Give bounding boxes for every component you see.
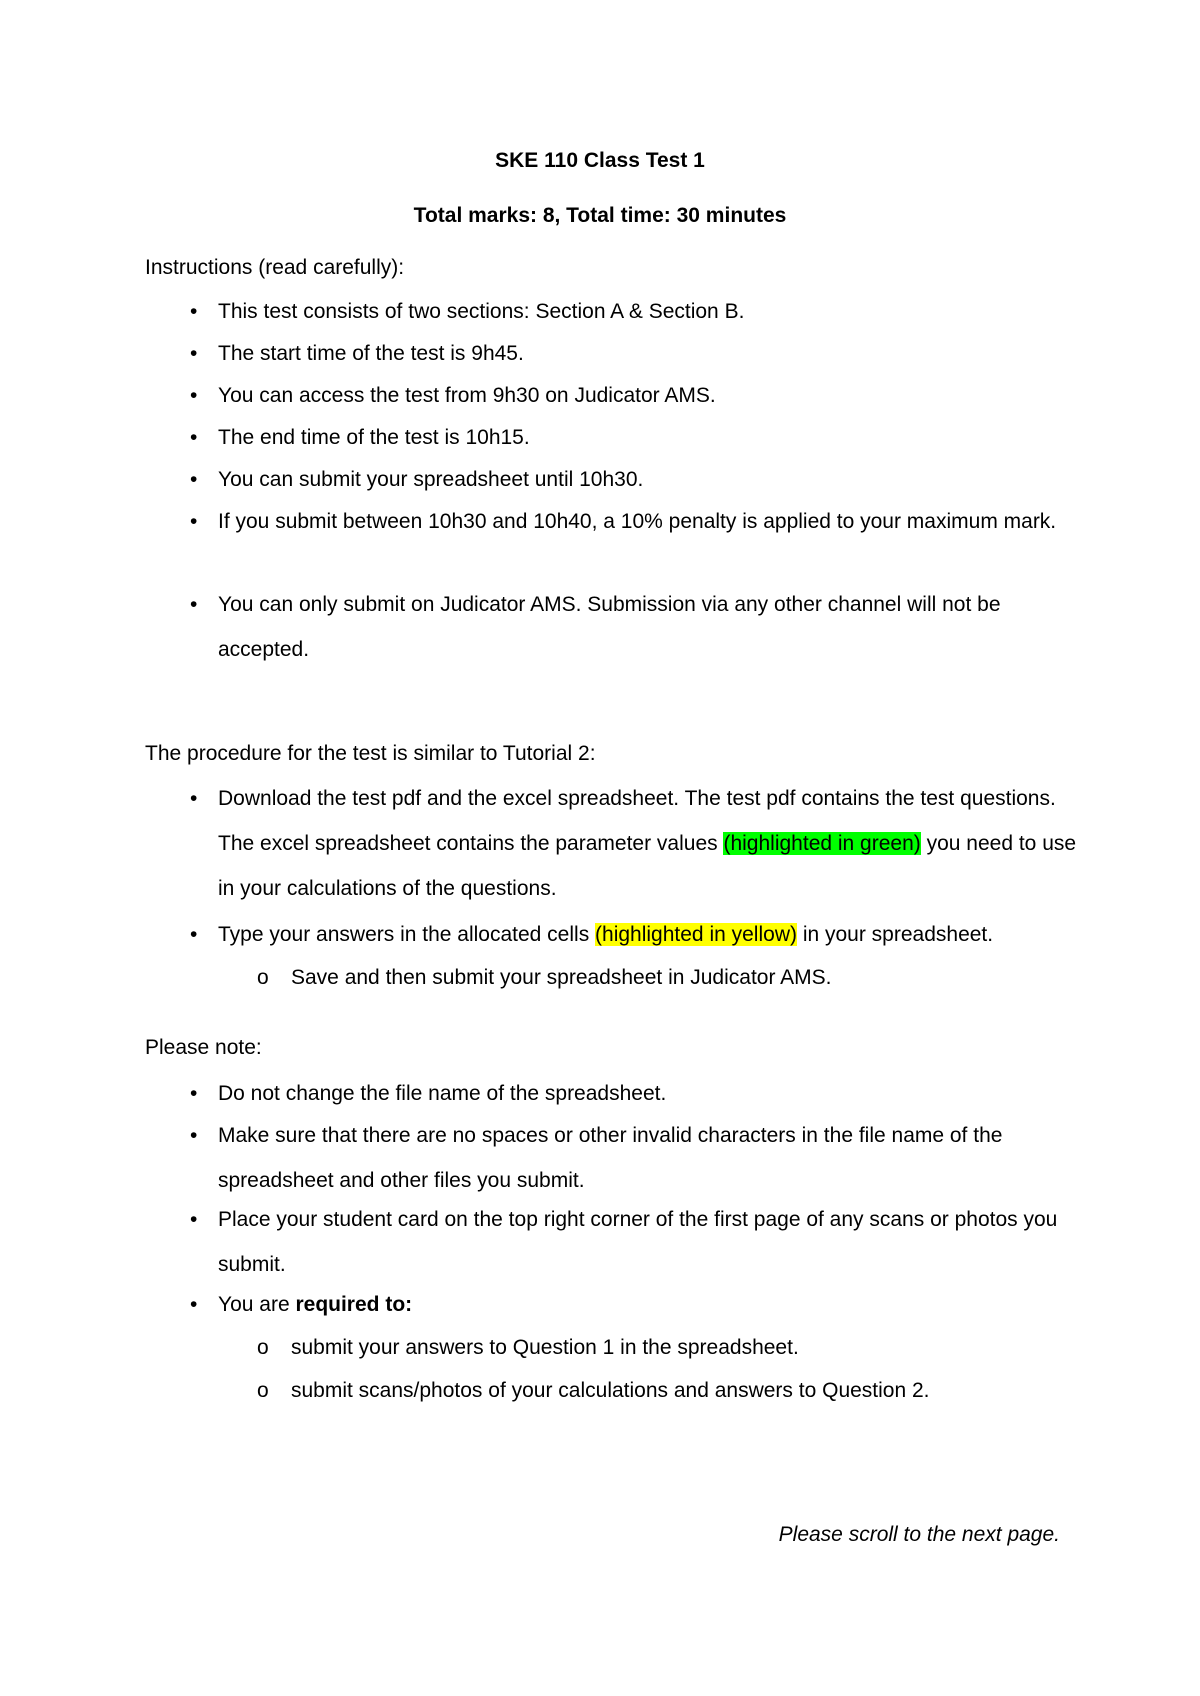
bullet-icon: •	[190, 342, 198, 365]
procedure-item	[190, 776, 1078, 911]
instruction-text: The start time of the test is 9h45.	[218, 342, 524, 365]
bullet-icon: •	[190, 787, 198, 810]
instruction-item	[190, 415, 1078, 460]
instruction-item	[190, 331, 1078, 376]
green-highlight: (highlighted in green)	[723, 832, 921, 855]
bullet-icon: •	[190, 593, 198, 616]
bullet-icon: •	[190, 510, 198, 533]
note-item	[190, 1071, 1078, 1116]
circle-bullet-icon: o	[257, 1379, 269, 1402]
bullet-icon: •	[190, 1208, 198, 1231]
procedure-text: in your spreadsheet.	[796, 923, 994, 946]
bullet-icon: •	[190, 300, 198, 323]
procedure-text: Type your answers in the allocated cells	[218, 923, 596, 946]
note-text: Place your student card on the top right corner of the first page of any scans or photos you submit.	[218, 1208, 1058, 1276]
note-text: Make sure that there are no spaces or other invalid characters in the file name of the spreadsheet and other files you submit.	[218, 1124, 1003, 1192]
procedure-sub-item	[257, 955, 1091, 1000]
procedure-item	[190, 912, 1078, 957]
note-sub-text: submit scans/photos of your calculations and answers to Question 2.	[291, 1379, 930, 1402]
instructions-heading: Instructions (read carefully):	[145, 256, 405, 279]
note-text: You are	[218, 1293, 296, 1316]
bullet-icon: •	[190, 1124, 198, 1147]
note-item	[190, 1197, 1078, 1287]
instruction-text: The end time of the test is 10h15.	[218, 426, 530, 449]
instruction-item	[190, 457, 1078, 502]
bullet-icon: •	[190, 468, 198, 491]
note-sub-text: submit your answers to Question 1 in the spreadsheet.	[291, 1336, 799, 1359]
bullet-icon: •	[190, 923, 198, 946]
instruction-text: If you submit between 10h30 and 10h40, a 10% penalty is applied to your maximum mark.	[218, 510, 1057, 533]
required-emphasis: required to:	[295, 1293, 413, 1316]
instruction-item	[190, 582, 1078, 672]
bullet-icon: •	[190, 426, 198, 449]
note-sub-item	[257, 1325, 1091, 1370]
circle-bullet-icon: o	[257, 1336, 269, 1359]
procedure-text: Download the test pdf and the excel spreadsheet. The test pdf contains the test questions. The excel spreadsheet contains the parameter values	[218, 787, 1056, 855]
yellow-highlight: (highlighted in yellow)	[595, 923, 797, 946]
bullet-icon: •	[190, 1082, 198, 1105]
instruction-item	[190, 499, 1078, 544]
procedure-text: you need to use in your calculations of the questions.	[218, 832, 1077, 900]
instruction-text: This test consists of two sections: Section A & Section B.	[218, 300, 745, 323]
procedure-sub-text: Save and then submit your spreadsheet in Judicator AMS.	[291, 966, 832, 989]
document-subtitle: Total marks: 8, Total time: 30 minutes	[413, 204, 787, 227]
note-item	[190, 1282, 1078, 1327]
instruction-text: You can access the test from 9h30 on Judicator AMS.	[218, 384, 716, 407]
document-title: SKE 110 Class Test 1	[495, 149, 705, 172]
circle-bullet-icon: o	[257, 966, 269, 989]
instruction-text: You can only submit on Judicator AMS. Submission via any other channel will not be accepted.	[218, 593, 1001, 661]
bullet-icon: •	[190, 1293, 198, 1316]
note-text: Do not change the file name of the spreadsheet.	[218, 1082, 667, 1105]
instruction-item	[190, 289, 1078, 334]
bullet-icon: •	[190, 384, 198, 407]
note-item	[190, 1113, 1078, 1203]
procedure-heading: The procedure for the test is similar to Tutorial 2:	[145, 742, 596, 765]
instruction-item	[190, 373, 1078, 418]
notes-heading: Please note:	[145, 1036, 262, 1059]
note-sub-item	[257, 1368, 1091, 1413]
instruction-text: You can submit your spreadsheet until 10h30.	[218, 468, 644, 491]
scroll-note: Please scroll to the next page.	[778, 1523, 1060, 1546]
